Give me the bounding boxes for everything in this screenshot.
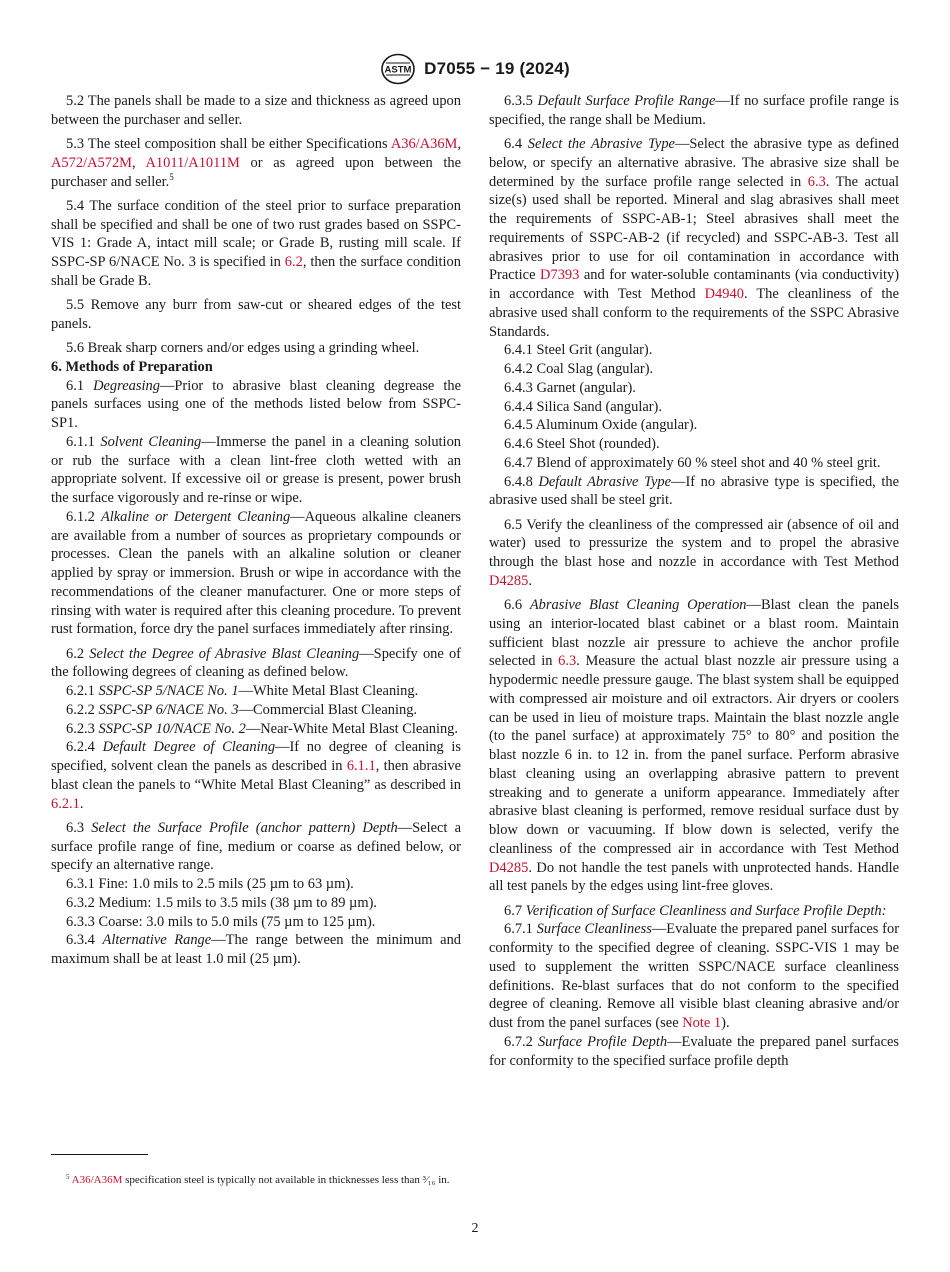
footnote-5: $^5$ A36/A36M specification steel is typically not available in thicknesses less than ³⁄₁₆ in. <box>66 1173 450 1186</box>
para-6-1-1: 6.1.1 Solvent Cleaning—Immerse the panel in a cleaning solution or rub the surface with a clean lint-free cloth wetted with an appropriate solvent. If excessive oil or grease is present, power brush the surface vigorously and re-rinse or wipe. <box>51 433 462 506</box>
para-6-4-8: 6.4.8 Default Abrasive Type—If no abrasive type is specified, the abrasive used shall be steel grit. <box>489 473 900 509</box>
para-6-7-2: 6.7.2 Surface Profile Depth—Evaluate the prepared panel surfaces for conformity to the specified surface profile depth <box>489 1033 900 1069</box>
left-column <box>51 92 461 969</box>
para-6-3-3: 6.3.3 Coarse: 3.0 mils to 5.0 mils (75 µm to 125 µm). <box>66 913 376 930</box>
para-6-1: 6.1 Degreasing—Prior to abrasive blast cleaning degrease the panels surfaces using one of the methods listed below from SSPC-SP1. <box>51 377 462 431</box>
para-6-4-7: 6.4.7 Blend of approximately 60 % steel shot and 40 % steel grit. <box>504 454 881 471</box>
para-6-2-1: 6.2.1 SSPC-SP 5/NACE No. 1—White Metal Blast Cleaning. <box>66 683 419 699</box>
para-6-4-3: 6.4.3 Garnet (angular). <box>504 379 636 396</box>
para-6-1-2: 6.1.2 Alkaline or Detergent Cleaning—Aqueous alkaline cleaners are available from a number of sources as proprietary compounds or processes. Clean the panels with an alkaline solution or cleaner applied by spray or immersion. Brush or wipe in accordance with the recommendations of the cleaner manufacturer. One or more steps of rinsing with water is required after this cleaning procedure. To prevent rust formation, force dry the panel surfaces immediately after rinsing. <box>51 508 462 638</box>
footnote-marker: 5 <box>169 171 174 182</box>
link-d4940[interactable]: D4940 <box>704 286 744 302</box>
page-header <box>0 52 950 86</box>
para-5-3: 5.3 The steel composition shall be either Specifications A36/A36M, A572/A572M, A1011/A1011M or as agreed upon between the purchaser and seller.$^5$ <box>51 136 462 190</box>
para-5-6: 5.6 Break sharp corners and/or edges using a grinding wheel. <box>66 340 420 356</box>
para-5-2: 5.2 The panels shall be made to a size and thickness as agreed upon between the purchaser and seller. <box>51 93 461 128</box>
link-d7393[interactable]: D7393 <box>540 267 580 284</box>
link-note-1[interactable]: Note 1 <box>682 1015 722 1031</box>
right-column <box>489 92 899 1070</box>
para-6-2-3: 6.2.3 SSPC-SP 10/NACE No. 2—Near-White Metal Blast Cleaning. <box>66 720 459 737</box>
link-d4285-b[interactable]: D4285 <box>489 859 529 876</box>
para-6-4-1: 6.4.1 Steel Grit (angular). <box>504 342 653 359</box>
para-6-4-4: 6.4.4 Silica Sand (angular). <box>504 398 662 415</box>
link-6-3[interactable]: 6.3 <box>807 173 826 190</box>
para-6-4-5: 6.4.5 Aluminum Oxide (angular). <box>504 417 698 434</box>
para-6-4-6: 6.4.6 Steel Shot (rounded). <box>504 436 660 452</box>
para-6-3-1: 6.3.1 Fine: 1.0 mils to 2.5 mils (25 µm to 63 µm). <box>66 876 354 892</box>
para-6-5: 6.5 Verify the cleanliness of the compressed air (absence of oil and water) used to pressurize the system and to propel the abrasive through the blast hose and nozzle in accordance with Test Method D4285. <box>489 516 899 589</box>
para-6-3-4: 6.3.4 Alternative Range—The range between the minimum and maximum shall be at least 1.0 mil (25 µm). <box>51 932 462 967</box>
para-6-4: 6.4 Select the Abrasive Type—Select the abrasive type as defined below, or specify an alternative abrasive. The abrasive size shall be determined by the surface profile range selected in 6.3. The actual size(s) used shall be reported. Mineral and slag abrasives shall meet the requirements of SSPC-AB-1; Steel abrasives shall meet the requirements of SSPC-AB-2 (if recycled) and SSPC-AB-3. Test all abrasives prior to use for oil contamination in accordance with Practice D7393 and for water-soluble contaminants (via conductivity) in accordance with Test Method D4940. The cleanliness of the abrasive used shall conform to the requirements of the SSPC Abrasive Standards. <box>489 136 900 340</box>
standard-designation: D7055 − 19 (2024) <box>424 59 570 78</box>
svg-text:ASTM: ASTM <box>384 64 412 76</box>
para-6-3-5: 6.3.5 Default Surface Profile Range—If no surface profile range is specified, the range shall be Medium. <box>489 93 900 128</box>
para-6-3: 6.3 Select the Surface Profile (anchor pattern) Depth—Select a surface profile range of fine, medium or coarse as defined below, or specify an alternative range. <box>51 819 462 874</box>
footnote-divider <box>51 1154 148 1155</box>
link-6-2[interactable]: 6.2 <box>284 254 303 270</box>
para-5-5: 5.5 Remove any burr from saw-cut or sheared edges of the test panels. <box>51 297 461 332</box>
para-6-4-2: 6.4.2 Coal Slag (angular). <box>504 361 654 377</box>
para-6-2: 6.2 Select the Degree of Abrasive Blast Cleaning—Specify one of the following degrees of cleaning as defined below. <box>51 645 461 681</box>
link-6-2-1[interactable]: 6.2.1 <box>51 795 80 812</box>
page-number: 2 <box>471 1221 479 1236</box>
link-6-1-1[interactable]: 6.1.1 <box>346 758 376 774</box>
para-6-2-4: 6.2.4 Default Degree of Cleaning—If no degree of cleaning is specified, solvent clean the panels as described in 6.1.1, then abrasive blast clean the panels to “White Metal Blast Cleaning” as described in 6.2.1. <box>51 739 461 812</box>
section-6-heading: 6. Methods of Preparation <box>51 358 213 375</box>
link-a572[interactable]: A572/A572M <box>51 154 133 171</box>
link-6-3-b[interactable]: 6.3 <box>558 653 577 670</box>
para-6-7: 6.7 Verification of Surface Cleanliness and Surface Profile Depth: <box>504 902 887 919</box>
para-5-4: 5.4 The surface condition of the steel prior to surface preparation shall be specified and shall be one of two rust grades based on SSPC-VIS 1: Grade A, intact mill scale; or Grade B, rusting mill scale. If SSPC-SP 6/NACE No. 3 is specified in 6.2, then the surface condition shall be Grade B. <box>51 197 461 289</box>
para-6-2-2: 6.2.2 SSPC-SP 6/NACE No. 3—Commercial Blast Cleaning. <box>66 701 418 718</box>
astm-logo-icon <box>380 53 416 85</box>
link-a36[interactable]: A36/A36M <box>390 136 458 152</box>
link-a1011[interactable]: A1011/A1011M <box>145 154 240 171</box>
para-6-7-1: 6.7.1 Surface Cleanliness—Evaluate the prepared panel surfaces for conformity to the specified degree of cleaning. SSPC-VIS 1 may be used to supplement the written SSPC/NACE surface cleanliness definitions. Re-blast surfaces that do not conform to the specified degree of cleaning. Remove all visible blast cleaning abrasive and/or dust from the panel surfaces (see Note 1). <box>489 921 899 1031</box>
para-6-3-2: 6.3.2 Medium: 1.5 mils to 3.5 mils (38 µm to 89 µm). <box>66 894 378 911</box>
para-6-6: 6.6 Abrasive Blast Cleaning Operation—Blast clean the panels using an interior-located blast cabinet or a blast room. Maintain sufficient blast nozzle air pressure to achieve the anchor profile selected in 6.3. Measure the actual blast nozzle air pressure using a hypodermic needle pressure gauge. The blast system shall be equipped with compressed air moisture and oil extractors. Air dryers or coolers can be used in lieu of moisture traps. Maintain the blast nozzle angle (to the panel surface) at approximately 75° to 80° and position the blast nozzle 6 in. to 12 in. from the panel surface. Perform abrasive blast cleaning using an overlapping abrasive pattern to prevent streaking and to generate a uniform appearance. Immediately after abrasive blast cleaning is performed, remove residual surface dust by blow down or vacuuming. If blow down is selected, verify the cleanliness of the compressed air in accordance with Test Method D4285. Do not handle the test panels with unprotected hands. Handle all test panels by the edges using lint-free gloves. <box>489 597 899 895</box>
footnote-link-a36[interactable]: A36/A36M <box>71 1174 123 1186</box>
link-d4285-a[interactable]: D4285 <box>489 572 529 589</box>
